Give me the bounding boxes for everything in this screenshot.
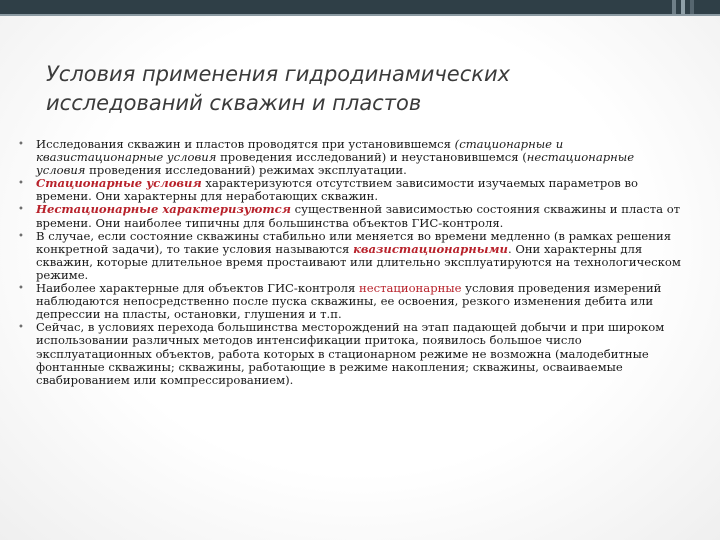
bullet-1-text-c: проведения исследований) и неустановившемся (	[216, 150, 527, 165]
bullet-6-text: Сейчас, в условиях перехода большинства месторождений на этап падающей добычи и при широком использовании различных методов интенсификации притока, появилось большое число эксплуатационных объектов, работа которых в стационарном режиме не возможна (малодебитные фонтанные скважины; скважины, работающие в режиме накопления; скважины, осваиваемые свабированием или компрессированием).	[36, 320, 665, 387]
bullet-3-text: существенной зависимостью состояния скважины и пласта от времени. Они наиболее типичны для большинства объектов ГИС-контроля.	[36, 202, 681, 230]
bullet-5-highlight: нестационарные	[358, 281, 462, 296]
bullet-3-highlight: Нестационарные характеризуются	[36, 202, 291, 217]
top-bar	[0, 0, 720, 14]
bullet-2-text: характеризуются отсутствием зависимости изучаемых параметров во времени. Они характерны для неработающих скважин.	[36, 176, 639, 204]
bullet-1-text-a: Исследования скважин и пластов проводятся при установившемся	[36, 137, 455, 151]
bullet-4-text-a: В случае, если состояние скважины стабильно или меняется во времени медленно (в рамках решения конкретной задачи), то такие условия называются	[36, 228, 672, 256]
top-accent-line	[0, 14, 720, 16]
bullet-item-2	[18, 177, 682, 203]
bullet-list	[18, 138, 682, 387]
slide-title	[46, 60, 666, 118]
bullet-1-text-b: (стационарные и квазистационарные условия	[36, 137, 564, 165]
bullet-5-text-b: условия проведения измерений наблюдаются непосредственно после пуска скважины, ее освоения, резкого изменения дебита или депрессии на пласты, остановки, глушения и т.п.	[36, 281, 662, 322]
bullet-marker: •	[18, 283, 24, 295]
bullet-1-text-e: проведения исследований) режимах эксплуатации.	[85, 163, 407, 178]
bullet-item-3	[18, 203, 682, 229]
bullet-2-highlight: Стационарные условия	[36, 176, 202, 191]
bullet-4-highlight: квазистационарными	[353, 241, 508, 256]
bullet-marker: •	[18, 230, 24, 242]
bullet-item-6	[18, 321, 682, 386]
bullet-marker: •	[18, 204, 24, 216]
bullet-item-4	[18, 230, 682, 282]
bullet-marker: •	[18, 178, 24, 190]
top-stripes	[654, 0, 694, 14]
bullet-5-text-a: Наиболее характерные для объектов ГИС-контроля	[36, 281, 359, 296]
title-line-1: Условия применения гидродинамических	[46, 62, 511, 86]
bullet-4-text-b: . Они характерны для скважин, которые длительное время простаивают или длительно эксплуатируются на технологическом режиме.	[36, 241, 681, 282]
bullet-item-1	[18, 138, 682, 177]
bullet-marker: •	[18, 322, 24, 334]
bullet-marker: •	[18, 139, 24, 150]
bullet-1-text-d: нестационарные условия	[36, 150, 635, 178]
bullet-item-5	[18, 282, 682, 321]
title-line-2: исследований скважин и пластов	[46, 91, 422, 115]
